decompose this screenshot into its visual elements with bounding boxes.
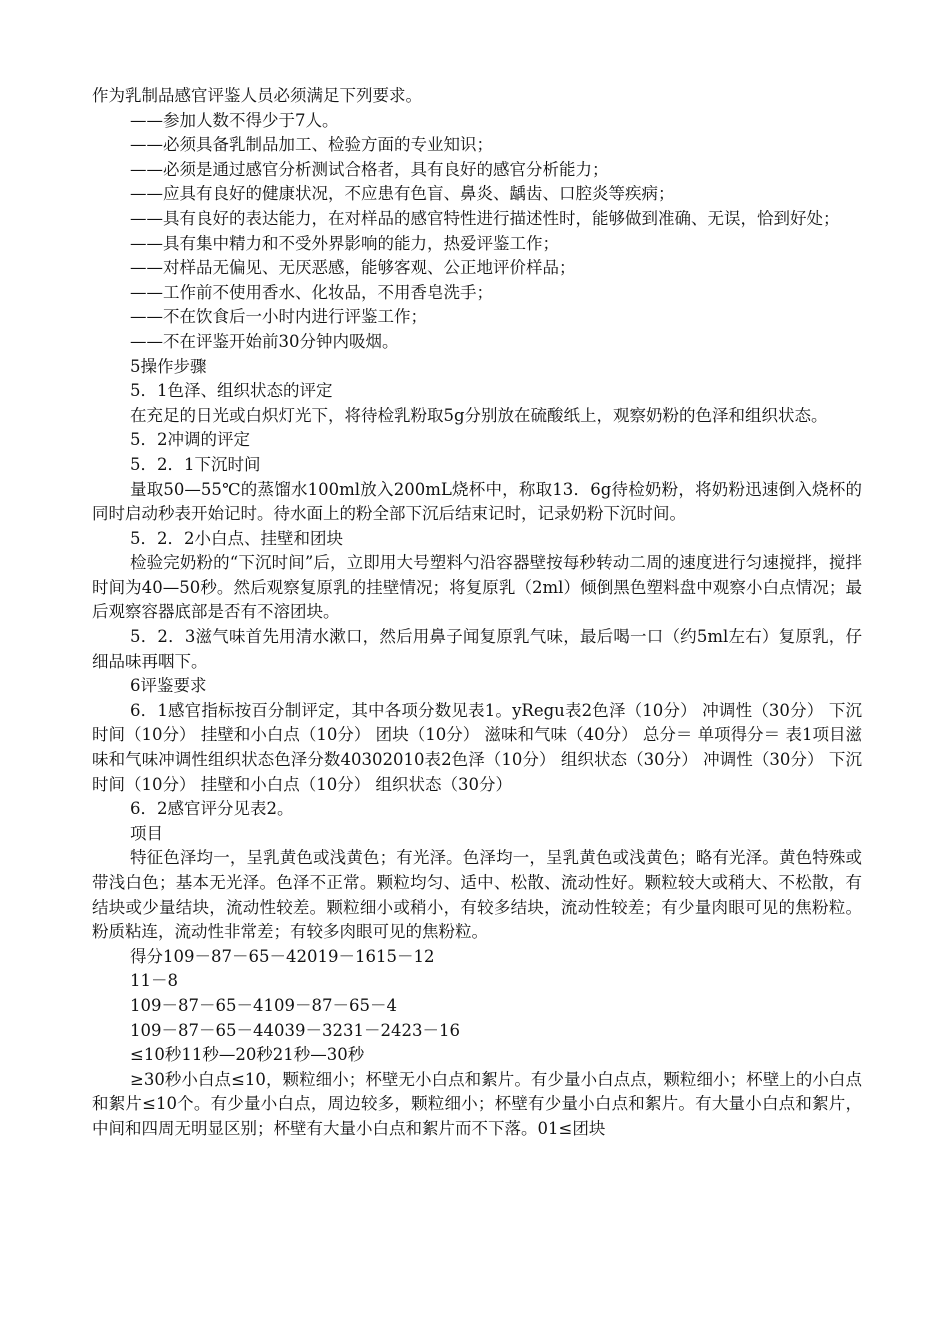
paragraph: 量取50—55℃的蒸馏水100ml放入200mL烧杯中，称取13．6g待检奶粉，将奶粉迅速倒入烧杯的同时启动秒表开始记时。待水面上的粉全部下沉后结束记时，记录奶粉下沉时间。 — [92, 479, 862, 524]
paragraph: ≥30秒小白点≤10，颗粒细小；杯壁无小白点和絮片。有少量小白点点，颗粒细小；杯壁上的小白点和絮片≤10个。有少量小白点，周边较多，颗粒细小；杯壁有少量小白点和絮片。有大量小白点和絮片，中间和四周无明显区别；杯壁有大量小白点和絮片而不下落。01≤团块 — [92, 1069, 862, 1138]
paragraph: 11－8 — [130, 971, 178, 991]
subsection-heading: 5．1色泽、组织状态的评定 — [130, 381, 333, 401]
paragraph: ——具有良好的表达能力，在对样品的感官特性进行描述性时，能够做到准确、无误，恰到好处； — [130, 208, 840, 228]
paragraph: 作为乳制品感官评鉴人员必须满足下列要求。 — [92, 86, 422, 105]
paragraph: 6．1感官指标按百分制评定，其中各项分数见表1。yRegu表2色泽（10分） 冲调性（30分） 下沉时间（10分） 挂壁和小白点（10分） 团块（10分） 滋味和气味（40分） 总分＝ 单项得分＝ 表1项目滋味和气味冲调性组织状态色泽分数40302010表2色泽（10分） 组织状态（30分） 冲调性（30分） 下沉时间（10分） 挂壁和小白点（10分） 组织状态（30分） — [92, 700, 862, 794]
paragraph: ——对样品无偏见、无厌恶感，能够客观、公正地评价样品； — [130, 258, 576, 278]
subsection-heading: 5．2冲调的评定 — [130, 430, 250, 450]
paragraph: 项目 — [130, 823, 163, 843]
document-page — [92, 84, 862, 1142]
subsection-heading: 5．2．1下沉时间 — [130, 454, 261, 474]
paragraph: ——具有集中精力和不受外界影响的能力，热爱评鉴工作； — [130, 233, 559, 253]
paragraph: ——不在饮食后一小时内进行评鉴工作； — [130, 307, 427, 327]
paragraph: ≤10秒11秒—20秒21秒—30秒 — [130, 1045, 365, 1065]
paragraph: 109－87－65－44039－3231－2423－16 — [130, 1020, 460, 1040]
paragraph: ——必须是通过感官分析测试合格者，具有良好的感官分析能力； — [130, 159, 609, 179]
subsection-heading: 5．2．2小白点、挂壁和团块 — [130, 528, 343, 548]
paragraph: ——参加人数不得少于7人。 — [130, 110, 339, 130]
paragraph: ——不在评鉴开始前30分钟内吸烟。 — [130, 331, 399, 351]
paragraph: ——应具有良好的健康状况，不应患有色盲、鼻炎、龋齿、口腔炎等疾病； — [130, 184, 675, 204]
section-heading: 6评鉴要求 — [130, 676, 207, 696]
paragraph: 检验完奶粉的“下沉时间”后，立即用大号塑料勺沿容器壁按每秒转动二周的速度进行匀速搅拌，搅拌时间为40—50秒。然后观察复原乳的挂壁情况；将复原乳（2ml）倾倒黑色塑料盘中观察小白点情况；最后观察容器底部是否有不溶团块。 — [92, 553, 862, 622]
section-heading: 5操作步骤 — [130, 356, 207, 376]
paragraph: 特征色泽均一，呈乳黄色或浅黄色；有光泽。色泽均一，呈乳黄色或浅黄色；略有光泽。黄色特殊或带浅白色；基本无光泽。色泽不正常。颗粒均匀、适中、松散、流动性好。颗粒较大或稍大、不松散，有结块或少量结块，流动性较差。颗粒细小或稍小，有较多结块，流动性较差；有少量肉眼可见的焦粉粒。粉质粘连，流动性非常差；有较多肉眼可见的焦粉粒。 — [92, 848, 862, 942]
paragraph: 得分109－87－65－42019－1615－12 — [130, 946, 435, 966]
paragraph: 109－87－65－4109－87－65－4 — [130, 995, 397, 1015]
paragraph: ——必须具备乳制品加工、检验方面的专业知识； — [130, 135, 493, 155]
paragraph: 在充足的日光或白炽灯光下，将待检乳粉取5g分别放在硫酸纸上，观察奶粉的色泽和组织状态。 — [130, 405, 828, 425]
paragraph: ——工作前不使用香水、化妆品，不用香皂洗手； — [130, 282, 493, 302]
paragraph: 6．2感官评分见表2。 — [130, 799, 294, 819]
paragraph: 5．2．3滋气味首先用清水漱口，然后用鼻子闻复原乳气味，最后喝一口（约5ml左右）复原乳，仔细品味再咽下。 — [92, 627, 862, 671]
